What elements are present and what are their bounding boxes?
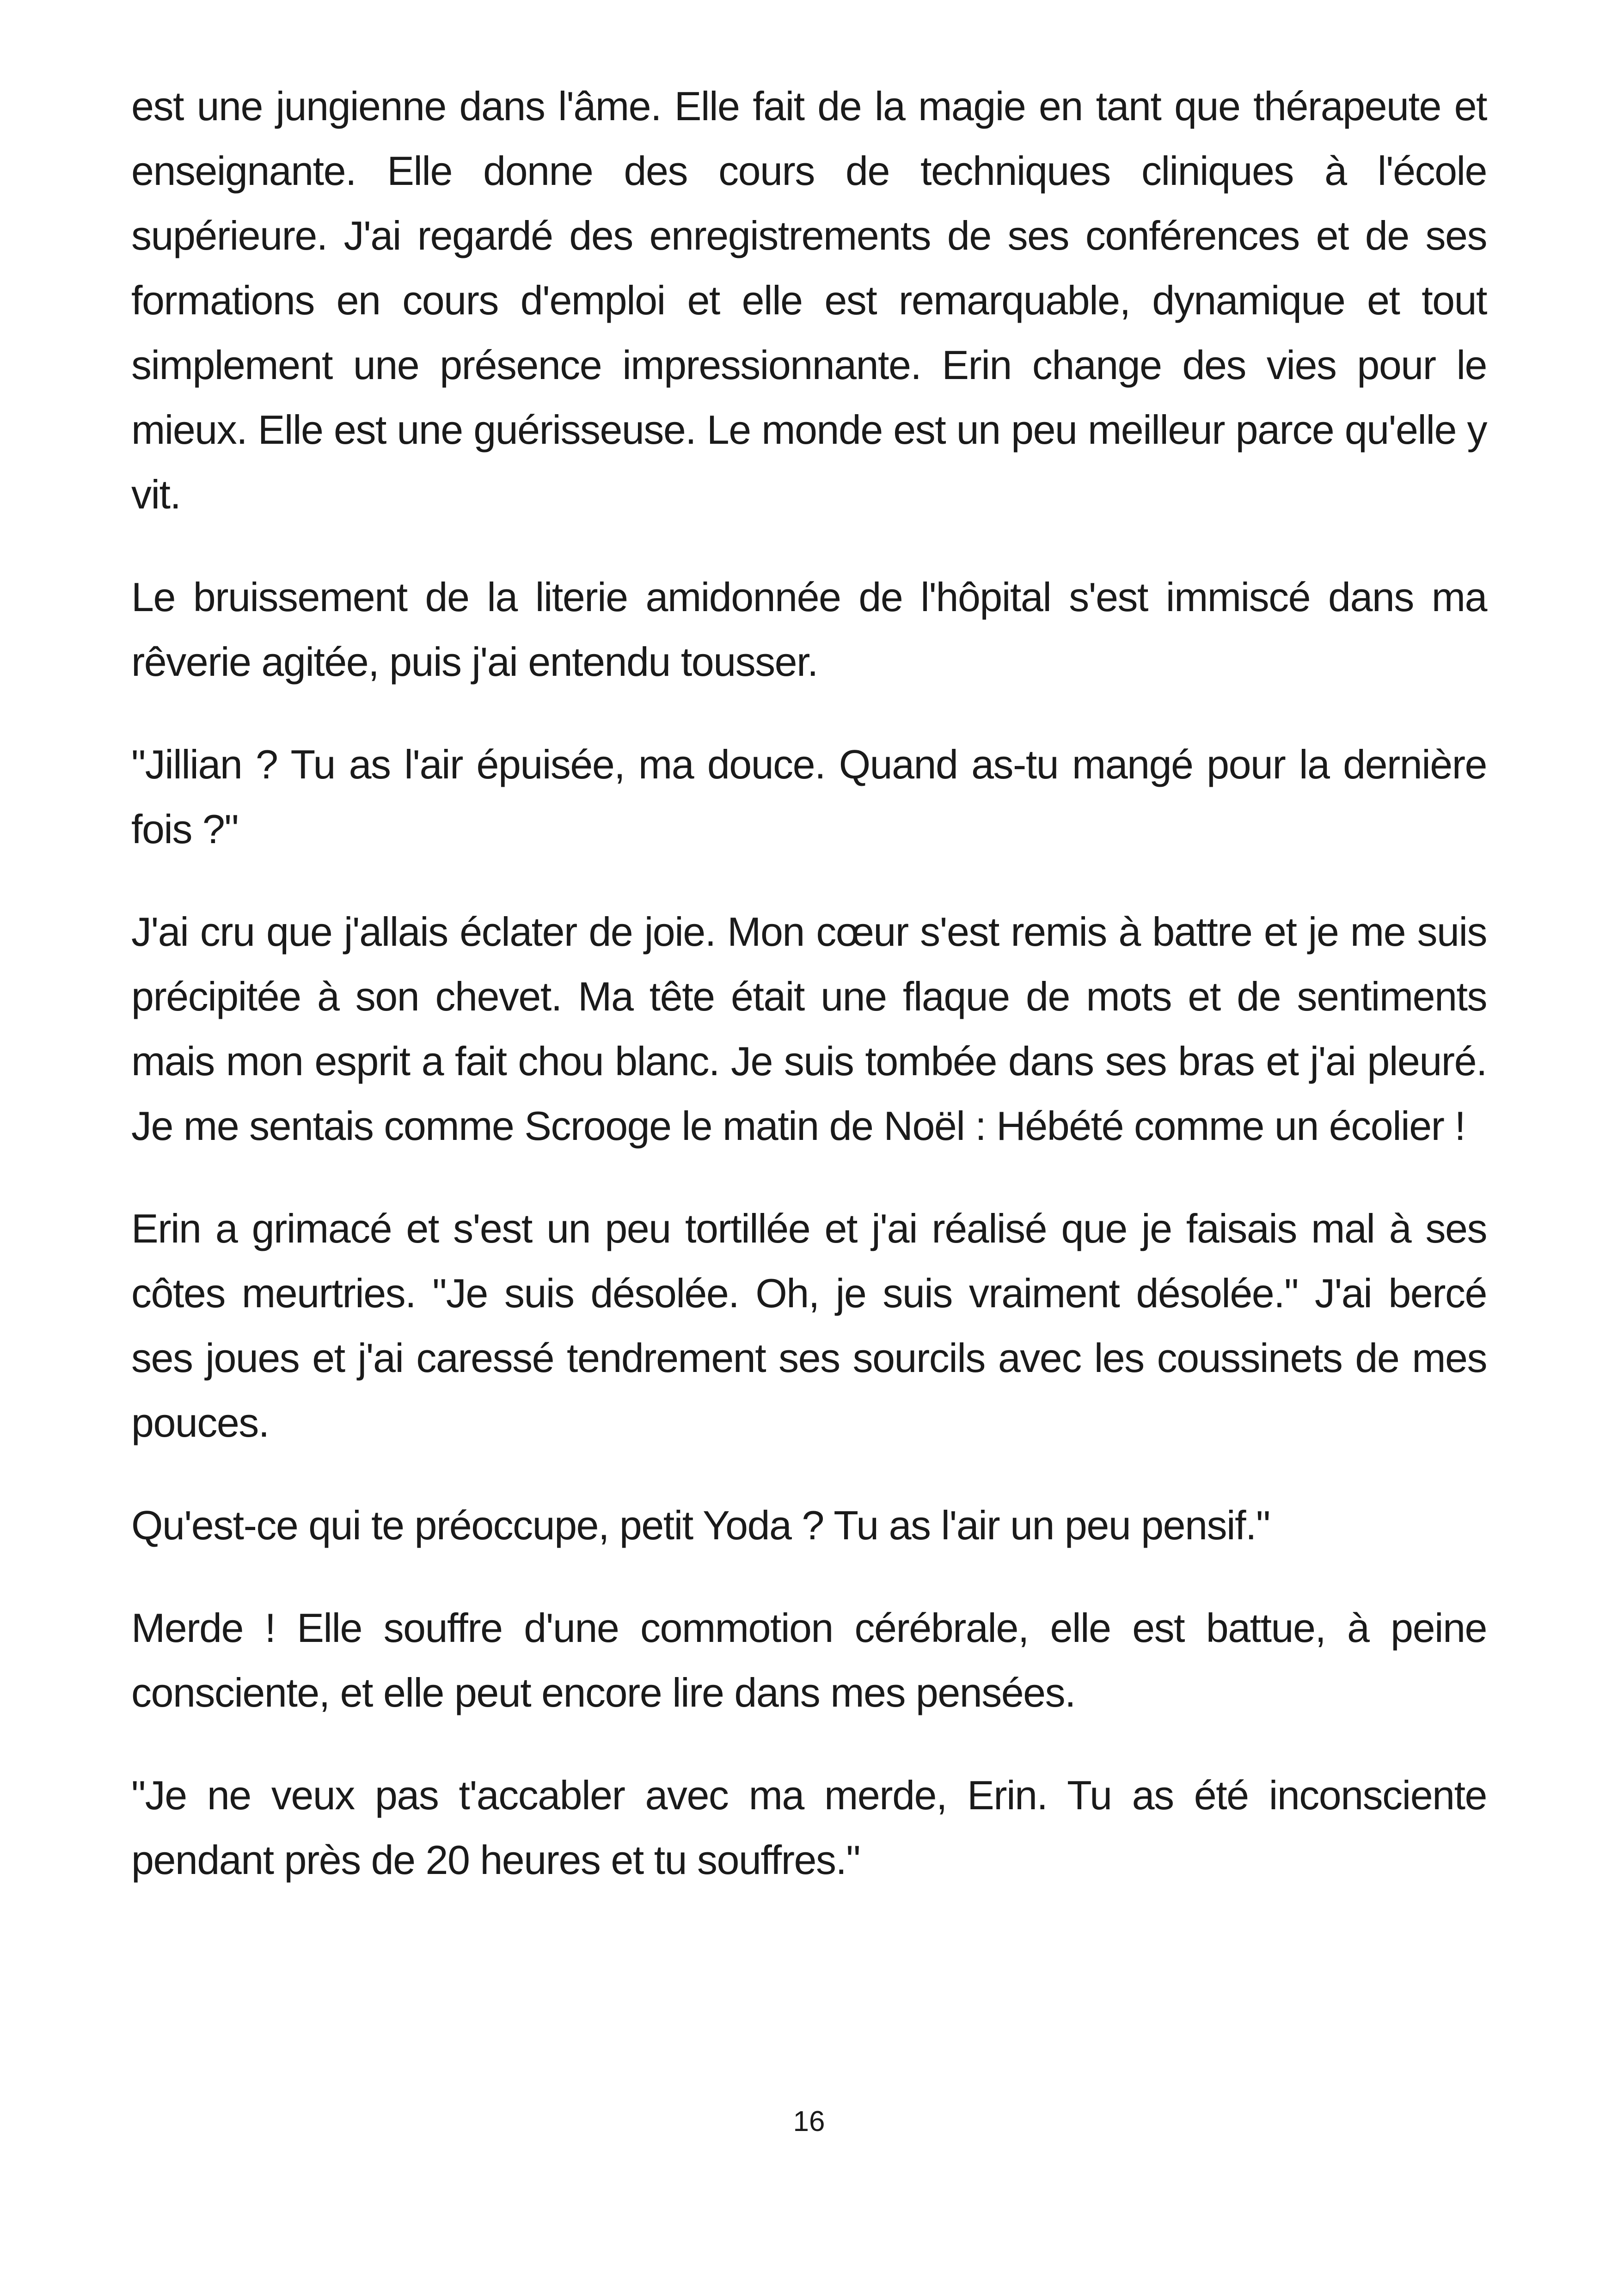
paragraph: "Jillian ? Tu as l'air épuisée, ma douce. Quand as-tu mangé pour la dernière fois ?" — [131, 741, 1487, 852]
body-text — [131, 74, 1487, 1930]
page-number: 16 — [793, 2106, 825, 2137]
paragraph: J'ai cru que j'allais éclater de joie. Mon cœur s'est remis à battre et je me suis précipitée à son chevet. Ma tête était une flaque de mots et de sentiments mais mon esprit a fait chou blanc. Je suis tombée dans ses bras et j'ai pleuré. Je me sentais comme Scrooge le matin de Noël : Hébété comme un écolier ! — [131, 909, 1487, 1149]
paragraph: Erin a grimacé et s'est un peu tortillée et j'ai réalisé que je faisais mal à ses côtes meurtries. "Je suis désolée. Oh, je suis vraiment désolée." J'ai bercé ses joues et j'ai caressé tendrement ses sourcils avec les coussinets de mes pouces. — [131, 1206, 1487, 1445]
paragraph: Qu'est-ce qui te préoccupe, petit Yoda ? Tu as l'air un peu pensif." — [131, 1502, 1270, 1548]
paragraph: Le bruissement de la literie amidonnée de l'hôpital s'est immiscé dans ma rêverie agitée, puis j'ai entendu tousser. — [131, 574, 1487, 685]
paragraph: Merde ! Elle souffre d'une commotion cérébrale, elle est battue, à peine consciente, et elle peut encore lire dans mes pensées. — [131, 1605, 1487, 1715]
paragraph: est une jungienne dans l'âme. Elle fait de la magie en tant que thérapeute et enseignante. Elle donne des cours de techniques cliniques à l'école supérieure. J'ai regardé des enregistrements de ses conférences et de ses formations en cours d'emploi et elle est remarquable, dynamique et tout simplement une présence impressionnante. Erin change des vies pour le mieux. Elle est une guérisseuse. Le monde est un peu meilleur parce qu'elle y vit. — [131, 83, 1487, 517]
paragraph: "Je ne veux pas t'accabler avec ma merde, Erin. Tu as été inconsciente pendant près de 20 heures et tu souffres." — [131, 1772, 1487, 1883]
